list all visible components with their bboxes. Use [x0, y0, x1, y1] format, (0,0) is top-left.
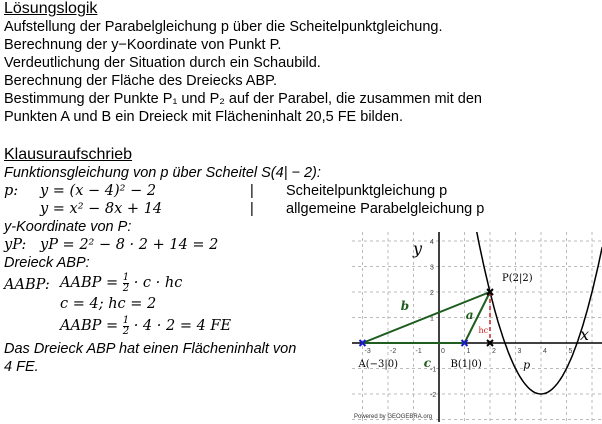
- solution-title: Klausuraufschrieb: [4, 146, 133, 163]
- x-tick-label: -1: [415, 348, 422, 355]
- logic-line: Berechnung der Fläche des Dreiecks ABP.: [4, 73, 277, 89]
- triangle-heading: Dreieck ABP:: [4, 255, 90, 271]
- geogebra-graph: [352, 232, 602, 422]
- logic-line: Bestimmung der Punkte P₁ und P₂ auf der Parabel, die zusammen mit den: [4, 91, 482, 107]
- x-tick-label: 3: [517, 348, 522, 355]
- y-tick-label: -2: [430, 392, 437, 399]
- x-tick-label: 4: [543, 348, 547, 355]
- logic-title: Lösungslogik: [4, 0, 98, 17]
- point-label-p: P(2|2): [502, 273, 533, 284]
- logic-line: Berechnung der y−Koordinate von Punkt P.: [4, 37, 282, 53]
- eq-vertex: y = (x − 4)² − 2: [40, 183, 157, 199]
- side-label-a: a: [465, 307, 474, 322]
- conclusion: 4 FE.: [4, 359, 39, 375]
- parabola-p: [472, 232, 602, 394]
- side-label-c: c: [423, 356, 432, 370]
- logic-line: Verdeutlichung der Situation durch ein Schaubild.: [4, 55, 321, 71]
- x-tick-label: -3: [364, 348, 371, 355]
- point-label-a: A(−3|0): [358, 359, 398, 370]
- note-vertex: Scheitelpunktgleichung p: [286, 183, 448, 199]
- point-label-b: B(1|0): [450, 359, 482, 370]
- area-rhs: · c · hc: [133, 275, 183, 291]
- geogebra-credit: Powered by GEOGEBRA.org: [354, 414, 433, 420]
- y-axis-label: y: [413, 239, 423, 258]
- y-tick-label: 2: [430, 290, 434, 297]
- x-tick-label: -2: [390, 348, 397, 355]
- x-tick-label: 5: [568, 348, 573, 355]
- separator: |: [250, 201, 254, 217]
- curve-label-p: p: [523, 358, 531, 372]
- fraction-half: $\frac{1}{2}$: [122, 271, 130, 294]
- area-label: AABP:: [4, 277, 50, 293]
- x-tick-label: 2: [492, 348, 496, 355]
- area-result: [60, 315, 231, 337]
- ycoord-heading: y-Koordinate von P:: [4, 219, 132, 235]
- c-hc-values: c = 4; hc = 2: [60, 296, 157, 312]
- y-tick-label: -1: [430, 366, 437, 374]
- separator: |: [250, 183, 254, 199]
- height-label-hc: hc: [478, 325, 489, 335]
- x-axis-label: x: [580, 325, 590, 344]
- func-heading: Funktionsgleichung von p über Scheitel S(4| − 2):: [4, 165, 321, 181]
- y-tick-label: 4: [430, 239, 434, 246]
- x-tick-label: 0: [441, 348, 445, 355]
- eq-general: y = x² − 8x + 14: [40, 201, 163, 217]
- y-tick-label: 3: [430, 264, 434, 272]
- area-lhs: AABP =: [60, 275, 119, 291]
- area-formula: [60, 272, 182, 294]
- yp-label: yP:: [4, 237, 27, 253]
- logic-line: Aufstellung der Parabelgleichung p über die Scheitelpunktgleichung.: [4, 19, 443, 35]
- conclusion: Das Dreieck ABP hat einen Flächeninhalt von: [4, 341, 297, 357]
- x-tick-label: 1: [466, 348, 471, 355]
- y-tick-label: 1: [430, 315, 434, 323]
- area-lhs: AABP =: [60, 318, 119, 334]
- fraction-half: $\frac{1}{2}$: [122, 314, 130, 337]
- p-label: p:: [4, 183, 19, 199]
- side-label-b: b: [400, 298, 410, 313]
- area-rhs: · 4 · 2 = 4 FE: [133, 318, 232, 334]
- yp-eq: yP = 2² − 8 · 2 + 14 = 2: [40, 237, 219, 253]
- logic-line: Punkten A und B ein Dreieck mit Flächeninhalt 20,5 FE bilden.: [4, 109, 403, 125]
- note-general: allgemeine Parabelgleichung p: [286, 201, 485, 217]
